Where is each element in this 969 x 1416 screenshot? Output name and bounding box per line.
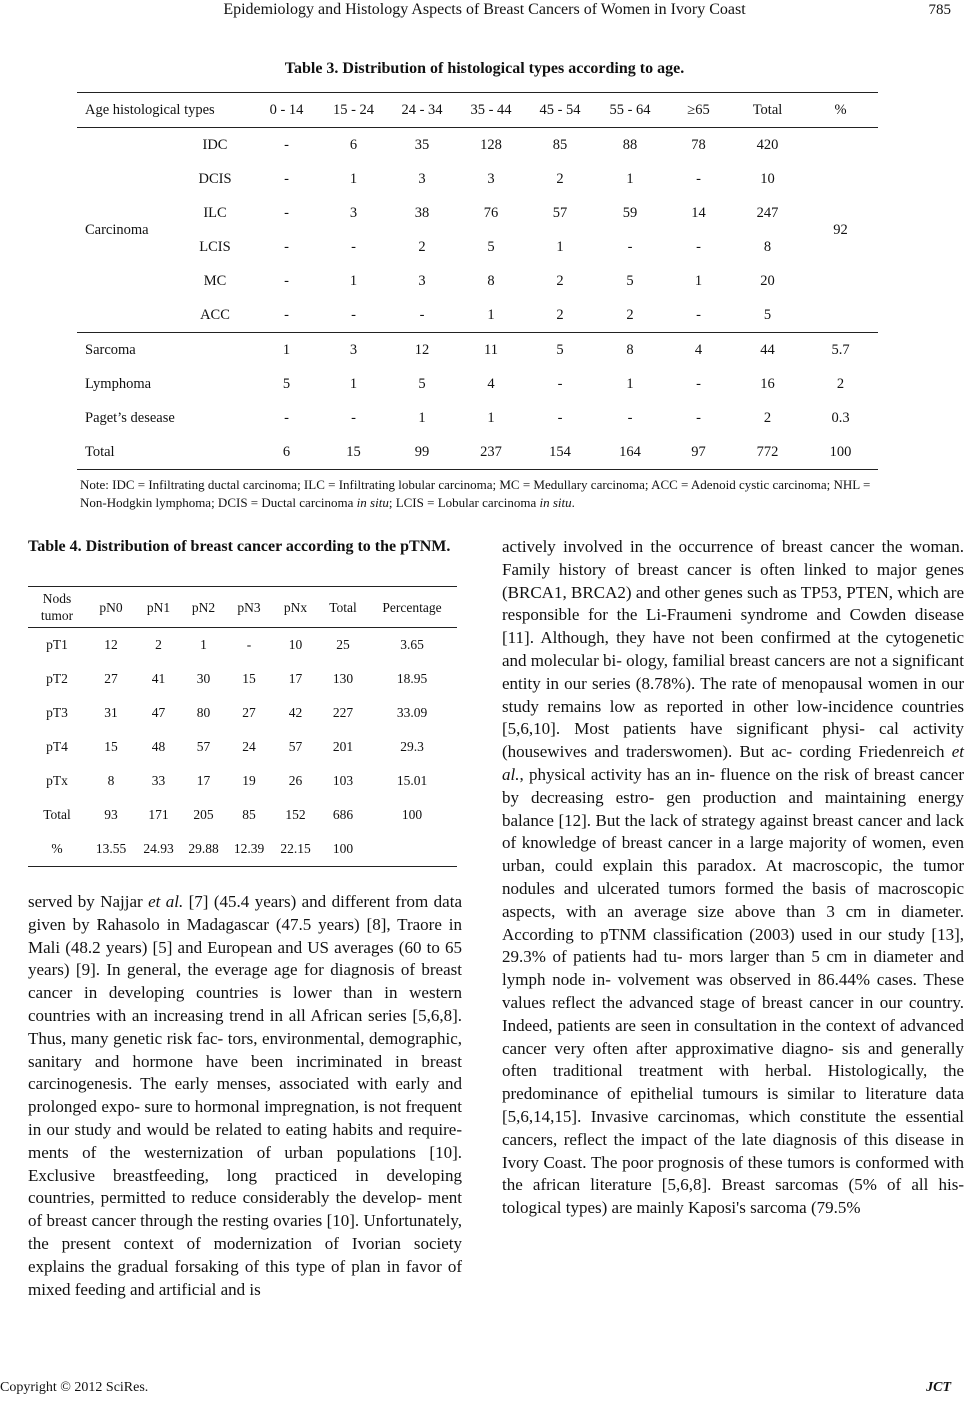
body-italic: et al. xyxy=(148,892,184,911)
table4-header-cell: pNx xyxy=(272,587,319,628)
table3-caption: Table 3. Distribution of histological types according to age. xyxy=(284,60,685,77)
table3-header-cell: Total xyxy=(732,93,803,128)
body-italic: et al. xyxy=(502,742,964,784)
row-label: Lymphoma xyxy=(85,375,152,392)
body-text: [7] (45.4 years) and different from data given by Rahasolo in Madagascar (47.5 years) [8], Traore in Mali (48.2 years) [5] and European and US averages (60 to 65 years) [9]. In general, the everage age for diagnosis of breast cancer in developing countries is lower than in western countries with an increasing trend in all African series [5,6,8]. Thus, many genetic risk fac- tors, environmental, demographic, sanitary and hormone have been incriminated in breast carcinogenesis. The early menses, associated with early and prolonged expo- sure to hormonal impregnation, is not frequent in our study and would be related to eating habits and require- ments of the westernization of urban populations [10]. Exclusive breastfeeding, long practiced in developing countries, permitted to reduce considerably the develop- ment of breast cancer through the resting ovaries [10]. Unfortunately, the present context of modernization of Ivorian society explains the gradual forsaking of this type of plan in favor of mixed feeding and artificial and is xyxy=(28,892,462,1299)
note-italic: in situ xyxy=(539,495,572,510)
carcinoma-group-label: Carcinoma xyxy=(77,128,177,333)
table-cell: 13.55 xyxy=(95,841,127,856)
table-cell: - xyxy=(696,170,701,187)
table-cell: 1 xyxy=(418,409,426,426)
table-cell: 3 xyxy=(418,272,426,289)
table-cell: 59 xyxy=(622,204,638,221)
table-cell: 24.93 xyxy=(143,841,174,856)
footer-journal: JCT xyxy=(926,1380,951,1395)
row-label: % xyxy=(51,841,63,856)
table-cell: 78 xyxy=(691,136,706,153)
table-cell: 16 xyxy=(760,375,775,392)
table-cell: 3 xyxy=(487,170,495,187)
table-cell: 20 xyxy=(760,272,775,289)
table-cell: 205 xyxy=(193,807,214,822)
table4-corner-header xyxy=(28,587,86,628)
table-cell: 26 xyxy=(288,773,303,788)
table-cell: 12 xyxy=(414,341,430,358)
row-label: pT4 xyxy=(46,739,68,754)
table-cell: - xyxy=(284,238,289,255)
body-text: actively involved in the occurrence of breast cancer the woman. Family history of breast cancer is often linked to major genes (BRCA1, BRCA2) and other genes such as TP53, PTEN, which are responsible for the Li-Fraumeni syndrome and Cowden disease [11]. Although, they have not been confirmed at the cytogenetic and molecular bi- ology, familial breast cancers are not a significant entity in our series (8.78%). The rate of menopausal women in our study remains low as reported in other low-incidence countries [5,6,10]. Most patients have significant physi- cal activity (housewives and traderswomen). But ac- cording Friedenreich xyxy=(502,537,964,762)
table-cell: - xyxy=(284,272,289,289)
table-cell: 33 xyxy=(151,773,166,788)
table-cell: 6 xyxy=(282,443,291,460)
table-cell: 85 xyxy=(242,807,256,822)
table3-header-cell: Age histological types xyxy=(77,93,253,128)
table-cell: 237 xyxy=(480,443,502,460)
table-cell: 2 xyxy=(155,637,162,652)
table-cell: - xyxy=(387,298,457,333)
histological-type: MC xyxy=(203,272,227,289)
table-row xyxy=(77,264,878,298)
table-row xyxy=(77,196,878,230)
table-cell: 41 xyxy=(151,671,166,686)
table-cell: 33.09 xyxy=(396,705,428,720)
table-cell: 76 xyxy=(483,204,499,221)
table3-header-cell: 55 - 64 xyxy=(595,93,665,128)
table-cell: 1 xyxy=(626,170,634,187)
table3-header-cell: 15 - 24 xyxy=(320,93,387,128)
table-cell: 15 xyxy=(242,671,256,686)
table3-header-cell: % xyxy=(803,93,878,128)
table-cell: 29.3 xyxy=(400,739,424,754)
note-italic: in situ xyxy=(356,495,389,510)
table3 xyxy=(77,92,878,470)
table-cell: 152 xyxy=(285,807,306,822)
table-cell: 29.88 xyxy=(188,841,219,856)
histological-type: DCIS xyxy=(198,170,232,187)
body-text: , physical activity has an in- fluence on the risk of breast cancer by decreasing estro- gen production and maintaining energy balance [12]. But the lack of strategy against breast cancer and lack of knowledge of breast cancer in a large majority of women, even urban, could explain this paradox. At macroscopic, the tumor nodules and ulcerated tumors formed the basis of macroscopic aspects, with an average size above than 3 cm in diameter. According to pTNM classification (2003) used in our study [13], 29.3% of patients had tu- mors larger than 5 cm in diameter and lymph node in- volvement was observed in 86.44% cases. These values reflect the advanced stage of breast cancer in our country. Indeed, patients are seen in consultation in the context of advanced cancer very often after approximative diagno- sis and generally often traditional treatment with herbal. Histologically, the predominance of epithelial tumours is similar to literature data [5,6,14,15]. Invasive carcinomas, which constitute the essential cancers, reflect the impact of the late diagnosis of this disease in Ivory Coast. The poor prognosis of these tumors is conformed with the african literature [5,6,8]. Breast sarcomas (5% of all his- tological types) are mainly Kaposi's sarcoma (79.5% xyxy=(502,764,964,1218)
table-cell: 19 xyxy=(242,773,256,788)
table-cell: 772 xyxy=(756,443,779,460)
body-text: served by Najjar xyxy=(28,892,149,911)
table-cell: - xyxy=(696,238,701,255)
table-cell: 130 xyxy=(332,671,354,686)
table-row xyxy=(28,764,457,798)
table3-header-cell: ≥65 xyxy=(665,93,732,128)
table-cell: 8 xyxy=(626,341,634,358)
table-cell: 11 xyxy=(484,341,498,358)
table-cell: 10 xyxy=(288,637,303,652)
header-line: Nods xyxy=(42,591,72,606)
table-cell: 8 xyxy=(763,238,772,255)
table-cell: 4 xyxy=(694,341,703,358)
row-label: Sarcoma xyxy=(85,341,136,358)
table-cell: 5 xyxy=(732,298,803,333)
row-label: pT2 xyxy=(46,671,68,686)
table-cell: 97 xyxy=(691,443,706,460)
table-cell: 35 xyxy=(414,136,430,153)
table-cell: 100 xyxy=(332,841,354,856)
table-cell: 48 xyxy=(151,739,166,754)
table-cell: 18.95 xyxy=(396,671,428,686)
table-cell: 2 xyxy=(763,409,772,426)
table-cell: 1 xyxy=(694,272,703,289)
left-column-text xyxy=(28,891,462,1301)
table4 xyxy=(28,586,457,867)
table-row xyxy=(77,333,878,368)
table-cell: 1 xyxy=(457,298,525,333)
table-cell: 14 xyxy=(691,204,706,221)
table4-header-row xyxy=(28,587,457,628)
table-row xyxy=(77,128,878,163)
table-cell: 1 xyxy=(349,170,358,187)
table-cell: - xyxy=(557,409,563,426)
row-label: Total xyxy=(43,807,71,822)
running-title: Epidemiology and Histology Aspects of Breast Cancers of Women in Ivory Coast xyxy=(223,1,746,18)
table-cell: - xyxy=(627,409,633,426)
table-cell: 1 xyxy=(349,272,358,289)
table-row xyxy=(28,832,457,867)
table3-header-cell: 35 - 44 xyxy=(457,93,525,128)
table-cell: 2 xyxy=(836,375,845,392)
table-cell: 6 xyxy=(349,136,358,153)
table-cell: 17 xyxy=(288,671,303,686)
table-cell: 1 xyxy=(556,238,564,255)
table-cell: 15 xyxy=(346,443,361,460)
histological-type: IDC xyxy=(202,136,228,153)
page-number: 785 xyxy=(928,2,951,18)
table-cell: 686 xyxy=(332,807,354,822)
table-cell: 2 xyxy=(556,272,564,289)
table-cell: 3 xyxy=(418,170,426,187)
table-cell: 57 xyxy=(288,739,303,754)
row-label: pT1 xyxy=(46,637,68,652)
table-cell: 2 xyxy=(525,298,595,333)
table-row xyxy=(77,435,878,470)
table-cell: - xyxy=(320,298,387,333)
table-cell: - xyxy=(284,409,289,426)
table-cell: 44 xyxy=(760,341,775,358)
table-cell: 99 xyxy=(414,443,430,460)
table3-header-cell: 0 - 14 xyxy=(253,93,320,128)
table-row xyxy=(28,628,457,663)
row-label: Total xyxy=(85,443,115,460)
table-cell: 3 xyxy=(349,204,358,221)
table-cell: - xyxy=(284,170,289,187)
header-line: tumor xyxy=(40,608,74,623)
table4-header-cell: pN0 xyxy=(86,587,136,628)
table-cell: 85 xyxy=(552,136,568,153)
table-cell: 27 xyxy=(104,671,118,686)
table-row xyxy=(28,730,457,764)
table-cell: 1 xyxy=(487,409,495,426)
table-cell: 93 xyxy=(104,807,118,822)
table-cell: 15 xyxy=(104,739,118,754)
table-cell: 420 xyxy=(756,136,779,153)
table-cell: - xyxy=(253,298,320,333)
table-cell: 12.39 xyxy=(233,841,265,856)
table3-header-cell: 45 - 54 xyxy=(525,93,595,128)
table-cell: 4 xyxy=(487,375,495,392)
table-cell: 1 xyxy=(282,341,291,358)
table-cell: 3.65 xyxy=(400,637,424,652)
table-cell: 27 xyxy=(242,705,256,720)
table4-header-cell: pN3 xyxy=(226,587,272,628)
table-cell: 5 xyxy=(556,341,564,358)
table-row xyxy=(77,230,878,264)
table-cell: - xyxy=(284,136,289,153)
note-text: . xyxy=(571,495,575,510)
table-cell: 201 xyxy=(332,739,354,754)
table-cell: 103 xyxy=(332,773,354,788)
table4-caption: Table 4. Distribution of breast cancer according to the pTNM. xyxy=(28,538,451,555)
table3-note xyxy=(80,476,890,512)
table-cell: 10 xyxy=(760,170,775,187)
table-row xyxy=(28,798,457,832)
table-cell: 247 xyxy=(756,204,779,221)
row-label: pTx xyxy=(46,773,68,788)
note-text: ; LCIS = Lobular carcinoma xyxy=(388,495,540,510)
carcinoma-percent: 92 xyxy=(803,128,878,333)
table-cell: 30 xyxy=(196,671,211,686)
table-cell: 100 xyxy=(401,807,423,822)
table-cell xyxy=(367,832,457,867)
table-cell: 31 xyxy=(104,705,118,720)
right-column-text xyxy=(502,536,964,1220)
table-cell: 0.3 xyxy=(831,409,850,426)
table-cell: 1 xyxy=(349,375,358,392)
table-cell: 164 xyxy=(619,443,641,460)
table-cell: 1 xyxy=(200,637,207,652)
table-cell: 22.15 xyxy=(280,841,311,856)
table-cell: 128 xyxy=(480,136,502,153)
table-cell: 38 xyxy=(414,204,430,221)
table-cell: 5 xyxy=(487,238,495,255)
table-cell: 227 xyxy=(332,705,354,720)
table-row xyxy=(77,401,878,435)
table-cell: - xyxy=(557,375,563,392)
histological-type: ACC xyxy=(177,298,253,333)
table-cell: 1 xyxy=(626,375,634,392)
histological-type: LCIS xyxy=(199,238,231,255)
table-cell: - xyxy=(246,637,252,652)
table4-header-cell: Percentage xyxy=(367,587,457,628)
table-cell: 80 xyxy=(196,705,211,720)
row-label: pT3 xyxy=(46,705,68,720)
note-text: Note: IDC = Infiltrating ductal carcinoma; ILC = Infiltrating lobular carcinoma; MC = Medullary carcinoma; ACC = Adenoid cystic carcinoma; NHL = Non-Hodgkin lymphoma; DCIS = Ductal carcinoma xyxy=(80,477,871,510)
footer-copyright: Copyright © 2012 SciRes. xyxy=(0,1380,149,1395)
table-row xyxy=(77,367,878,401)
table-cell: - xyxy=(627,238,633,255)
table-cell: 171 xyxy=(148,807,169,822)
table4-header-cell: pN2 xyxy=(181,587,226,628)
table-cell: - xyxy=(284,204,289,221)
table-cell: 2 xyxy=(556,170,564,187)
table-cell: 100 xyxy=(829,443,852,460)
table-cell: 47 xyxy=(151,705,166,720)
table-cell: 2 xyxy=(595,298,665,333)
table-row xyxy=(28,662,457,696)
table-row xyxy=(77,298,878,333)
table-cell: 2 xyxy=(418,238,426,255)
table3-header-cell: 24 - 34 xyxy=(387,93,457,128)
table-cell: 154 xyxy=(549,443,571,460)
table-cell: 5 xyxy=(282,375,291,392)
table-cell: 25 xyxy=(336,637,350,652)
table3-header-row xyxy=(77,93,878,128)
table4-header-cell: Total xyxy=(319,587,367,628)
table-cell: - xyxy=(696,375,701,392)
table-cell: 15.01 xyxy=(396,773,428,788)
table-cell: 17 xyxy=(196,773,211,788)
table-cell: 5.7 xyxy=(831,341,850,358)
table4-header-cell: pN1 xyxy=(136,587,181,628)
table-cell: 57 xyxy=(552,204,568,221)
histological-type: ILC xyxy=(203,204,227,221)
table-cell: 5 xyxy=(418,375,426,392)
table-row xyxy=(28,696,457,730)
table-cell: 5 xyxy=(626,272,634,289)
table-cell: - xyxy=(351,238,356,255)
table-cell: 8 xyxy=(107,773,115,788)
row-label: Paget’s desease xyxy=(85,409,175,426)
table-cell: - xyxy=(665,298,732,333)
table-cell: - xyxy=(696,409,701,426)
table-cell: 12 xyxy=(104,637,118,652)
table-cell: 8 xyxy=(487,272,495,289)
table-cell: - xyxy=(351,409,356,426)
table-cell: 42 xyxy=(288,705,303,720)
table-row xyxy=(77,162,878,196)
table-cell: 24 xyxy=(242,739,256,754)
table-cell: 57 xyxy=(196,739,211,754)
table-cell: 88 xyxy=(622,136,638,153)
table-cell: 3 xyxy=(349,341,358,358)
